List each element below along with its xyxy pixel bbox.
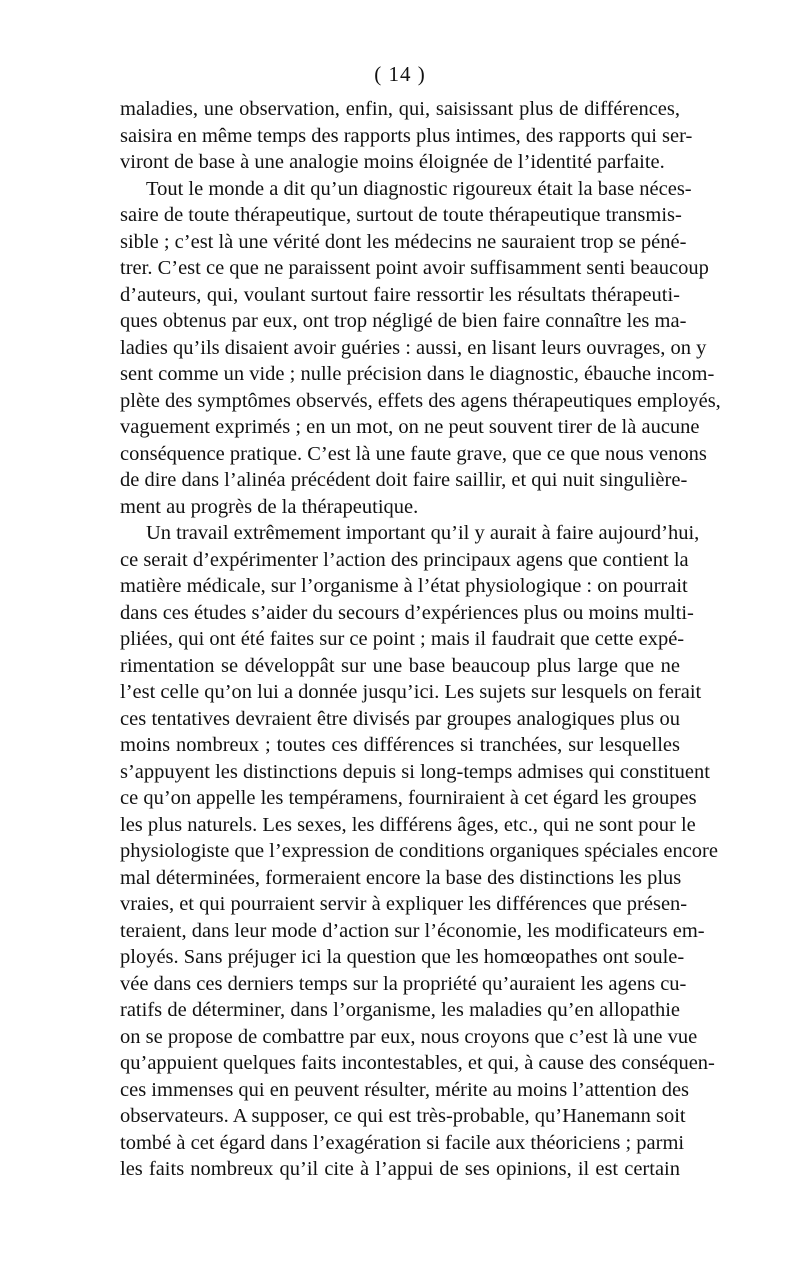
text-line: dans ces études s’aider du secours d’expériences plus ou moins multi-: [120, 601, 694, 624]
text-line: Tout le monde a dit qu’un diagnostic rigoureux était la base néces-: [146, 177, 692, 200]
text-body: [120, 96, 721, 1183]
text-line: moins nombreux ; toutes ces différences si tranchées, sur lesquelles: [120, 734, 680, 756]
text-line: tombé à cet égard dans l’exagération si facile aux théoriciens ; parmi: [120, 1131, 685, 1154]
text-line: ce serait d’expérimenter l’action des principaux agens que contient la: [120, 548, 689, 571]
text-line: trer. C’est ce que ne paraissent point avoir suffisamment senti beaucoup: [120, 257, 709, 279]
text-line: les faits nombreux qu’il cite à l’appui de ses opinions, il est certain: [120, 1158, 680, 1180]
text-line: ployés. Sans préjuger ici la question que les homœopathes ont soule-: [120, 946, 685, 968]
paragraph-1: [120, 96, 693, 176]
text-line: ces tentatives devraient être divisés par groupes analogiques plus ou: [120, 707, 680, 730]
text-line: Un travail extrêmement important qu’il y aurait à faire aujourd’hui,: [146, 522, 700, 544]
text-line: mal déterminées, formeraient encore la base des distinctions les plus: [120, 866, 682, 889]
text-line: ques obtenus par eux, ont trop négligé de bien faire connaître les ma-: [120, 310, 687, 332]
text-line: plète des symptômes observés, effets des agens thérapeutiques employés,: [120, 389, 721, 412]
paragraph-3: [120, 520, 718, 1183]
text-line: on se propose de combattre par eux, nous croyons que c’est là une vue: [120, 1025, 698, 1048]
text-line: vraies, et qui pourraient servir à expliquer les différences que présen-: [120, 893, 688, 915]
text-line: ce qu’on appelle les tempéramens, fourniraient à cet égard les groupes: [120, 787, 697, 809]
text-line: teraient, dans leur mode d’action sur l’économie, les modificateurs em-: [120, 919, 705, 942]
page-number: ( 14 ): [374, 62, 426, 86]
text-line: qu’appuient quelques faits incontestables, et qui, à cause des conséquen-: [120, 1052, 715, 1074]
text-line: rimentation se développât sur une base beaucoup plus large que ne: [120, 654, 680, 677]
text-line: ment au progrès de la thérapeutique.: [120, 495, 419, 518]
text-line: vée dans ces derniers temps sur la propriété qu’auraient les agens cu-: [120, 972, 687, 995]
text-line: l’est celle qu’on lui a donnée jusqu’ici. Les sujets sur lesquels on ferait: [120, 681, 702, 703]
text-line: conséquence pratique. C’est là une faute grave, que ce que nous venons: [120, 442, 707, 465]
text-line: sible ; c’est là une vérité dont les médecins ne sauraient trop se péné-: [120, 230, 687, 253]
text-line: saisira en même temps des rapports plus intimes, des rapports qui ser-: [120, 124, 693, 147]
paragraph-2: [120, 176, 721, 521]
text-line: ratifs de déterminer, dans l’organisme, les maladies qu’en allopathie: [120, 999, 680, 1021]
text-line: s’appuyent les distinctions depuis si long-temps admises qui constituent: [120, 760, 710, 783]
text-line: saire de toute thérapeutique, surtout de toute thérapeutique transmis-: [120, 204, 682, 226]
text-line: sent comme un vide ; nulle précision dans le diagnostic, ébauche incom-: [120, 363, 715, 385]
text-line: ladies qu’ils disaient avoir guéries : aussi, en lisant leurs ouvrages, on y: [120, 336, 707, 359]
text-line: maladies, une observation, enfin, qui, saisissant plus de différences,: [120, 98, 680, 120]
text-line: matière médicale, sur l’organisme à l’état physiologique : on pourrait: [120, 575, 688, 597]
text-line: ces immenses qui en peuvent résulter, mérite au moins l’attention des: [120, 1078, 690, 1101]
text-line: les plus naturels. Les sexes, les différens âges, etc., qui ne sont pour le: [120, 813, 696, 836]
text-line: d’auteurs, qui, voulant surtout faire ressortir les résultats thérapeuti-: [120, 283, 680, 306]
text-line: viront de base à une analogie moins éloignée de l’identité parfaite.: [120, 151, 665, 173]
text-line: pliées, qui ont été faites sur ce point ; mais il faudrait que cette expé-: [120, 628, 685, 650]
text-line: de dire dans l’alinéa précédent doit faire saillir, et qui nuit singulière-: [120, 469, 688, 491]
text-line: observateurs. A supposer, ce qui est très-probable, qu’Hanemann soit: [120, 1105, 686, 1127]
text-line: physiologiste que l’expression de conditions organiques spéciales encore: [120, 840, 718, 862]
text-line: vaguement exprimés ; en un mot, on ne peut souvent tirer de là aucune: [120, 416, 700, 438]
